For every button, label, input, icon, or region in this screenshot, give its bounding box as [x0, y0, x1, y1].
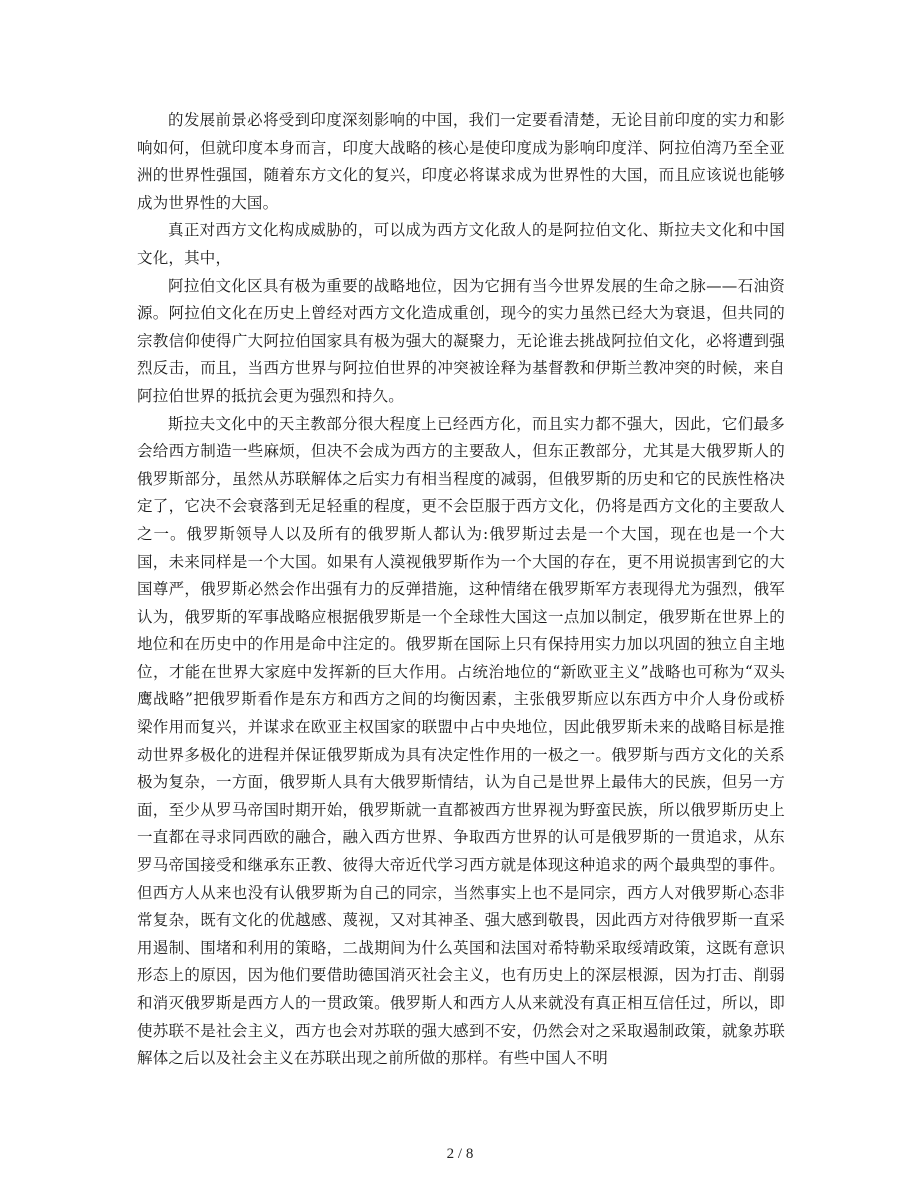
paragraph: 真正对西方文化构成威胁的，可以成为西方文化敌人的是阿拉伯文化、斯拉夫文化和中国文化，其中， — [137, 221, 785, 267]
paragraph: 斯拉夫文化中的天主教部分很大程度上已经西方化，而且实力都不强大，因此，它们最多会给西方制造一些麻烦，但决不会成为西方的主要敌人，但东正教部分，尤其是大俄罗斯人的俄罗斯部分，虽然从苏联解体之后实力有相当程度的减弱，但俄罗斯的历史和它的民族性格决定了，它决不会衰落到无足轻重的程度，更不会臣服于西方文化，仍将是西方文化的主要敌人之一。俄罗斯领导人以及所有的俄罗斯人都认为:俄罗斯过去是一个大国，现在也是一个大国，未来同样是一个大国。如果有人漠视俄罗斯作为一个大国的存在，更不用说损害到它的大国尊严，俄罗斯必然会作出强有力的反弹措施，这种情绪在俄罗斯军方表现得尤为强烈，俄军认为，俄罗斯的军事战略应根据俄罗斯是一个全球性大国这一点加以制定，俄罗斯在世界上的地位和在历史中的作用是命中注定的。俄罗斯在国际上只有保持用实力加以巩固的独立自主地位，才能在世界大家庭中发挥新的巨大作用。占统治地位的“新欧亚主义”战略也可称为“双头鹰战略”把俄罗斯看作是东方和西方之间的均衡因素，主张俄罗斯应以东西方中介人身份或桥梁作用而复兴，并谋求在欧亚主权国家的联盟中占中央地位，因此俄罗斯未来的战略目标是推动世界多极化的进程并保证俄罗斯成为具有决定性作用的一极之一。俄罗斯与西方文化的关系极为复杂，一方面，俄罗斯人具有大俄罗斯情结，认为自己是世界上最伟大的民族，但另一方面，至少从罗马帝国时期开始，俄罗斯就一直都被西方世界视为野蛮民族，所以俄罗斯历史上一直都在寻求同西欧的融合，融入西方世界、争取西方世界的认可是俄罗斯的一贯追求，从东罗马帝国接受和继承东正教、彼得大帝近代学习西方就是体现这种追求的两个最典型的事件。但西方人从来也没有认俄罗斯为自己的同宗，当然事实上也不是同宗，西方人对俄罗斯心态非常复杂，既有文化的优越感、蔑视，又对其神圣、强大感到敬畏，因此西方对待俄罗斯一直采用遏制、围堵和利用的策略，二战期间为什么英国和法国对希特勒采取绥靖政策，这既有意识形态上的原因，因为他们要借助德国消灭社会主义，也有历史上的深层根源，因为打击、削弱和消灭俄罗斯是西方人的一贯政策。俄罗斯人和西方人从来就没有真正相互信任过，所以，即使苏联不是社会主义，西方也会对苏联的强大感到不安，仍然会对之采取遏制政策，就象苏联解体之后以及社会主义在苏联出现之前所做的那样。有些中国人不明 — [137, 414, 785, 1068]
paragraph: 的发展前景必将受到印度深刻影响的中国，我们一定要看清楚，无论目前印度的实力和影响如何，但就印度本身而言，印度大战略的核心是使印度成为影响印度洋、阿拉伯湾乃至全亚洲的世界性强国，随着东方文化的复兴，印度必将谋求成为世界性的大国，而且应该说也能够成为世界性的大国。 — [137, 111, 785, 212]
page-number: 2 / 8 — [446, 1146, 474, 1162]
document-body — [137, 107, 785, 1073]
paragraph: 阿拉伯文化区具有极为重要的战略地位，因为它拥有当今世界发展的生命之脉——石油资源。阿拉伯文化在历史上曾经对西方文化造成重创，现今的实力虽然已经大为衰退，但共同的宗教信仰使得广大阿拉伯国家具有极为强大的凝聚力，无论谁去挑战阿拉伯文化，必将遭到强烈反击，而且，当西方世界与阿拉伯世界的冲突被诠释为基督教和伊斯兰教冲突的时候，来自阿拉伯世界的抵抗会更为强烈和持久。 — [137, 276, 785, 405]
